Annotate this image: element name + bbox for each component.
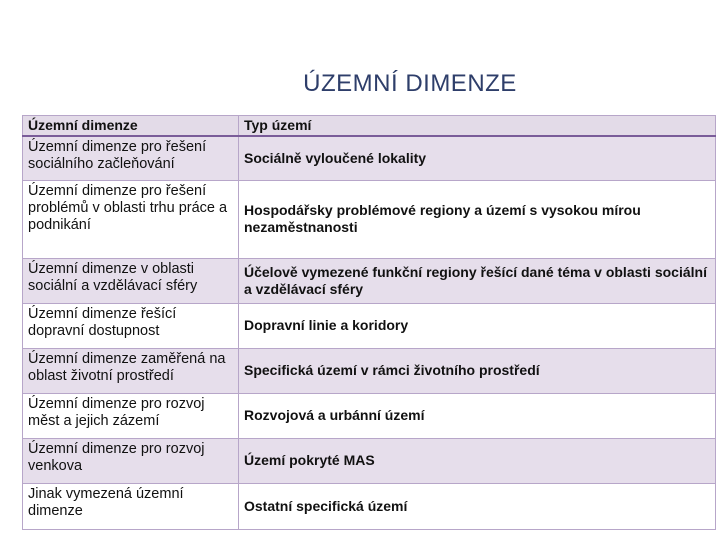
type-cell: Rozvojová a urbánní území	[239, 393, 716, 438]
type-cell: Ostatní specifická území	[239, 483, 716, 529]
slide-title: ÚZEMNÍ DIMENZE	[303, 70, 517, 97]
table-row	[23, 258, 716, 303]
table-row	[23, 393, 716, 438]
dimension-cell: Územní dimenze pro rozvoj venkova	[23, 438, 239, 483]
dimension-cell: Územní dimenze pro rozvoj měst a jejich zázemí	[23, 393, 239, 438]
dimension-cell: Územní dimenze pro řešení sociálního začleňování	[23, 136, 239, 180]
dimension-cell: Územní dimenze v oblasti sociální a vzdělávací sféry	[23, 258, 239, 303]
territorial-dimension-table	[22, 115, 716, 530]
table-row	[23, 180, 716, 258]
table-header-row	[23, 116, 716, 137]
type-cell: Specifická území v rámci životního prostředí	[239, 348, 716, 393]
type-cell: Hospodářsky problémové regiony a území s vysokou mírou nezaměstnanosti	[239, 180, 716, 258]
type-cell: Sociálně vyloučené lokality	[239, 136, 716, 180]
table-row	[23, 483, 716, 529]
type-cell: Území pokryté MAS	[239, 438, 716, 483]
table-row	[23, 136, 716, 180]
table-row	[23, 438, 716, 483]
dimension-cell: Územní dimenze zaměřená na oblast životní prostředí	[23, 348, 239, 393]
table-row	[23, 348, 716, 393]
dimension-cell: Jinak vymezená územní dimenze	[23, 483, 239, 529]
type-cell: Dopravní linie a koridory	[239, 303, 716, 348]
header-type: Typ území	[239, 116, 716, 137]
table-row	[23, 303, 716, 348]
dimension-cell: Územní dimenze řešící dopravní dostupnost	[23, 303, 239, 348]
type-cell: Účelově vymezené funkční regiony řešící dané téma v oblasti sociální a vzdělávací sféry	[239, 258, 716, 303]
dimension-cell: Územní dimenze pro řešení problémů v oblasti trhu práce a podnikání	[23, 180, 239, 258]
header-dimension: Územní dimenze	[23, 116, 239, 137]
